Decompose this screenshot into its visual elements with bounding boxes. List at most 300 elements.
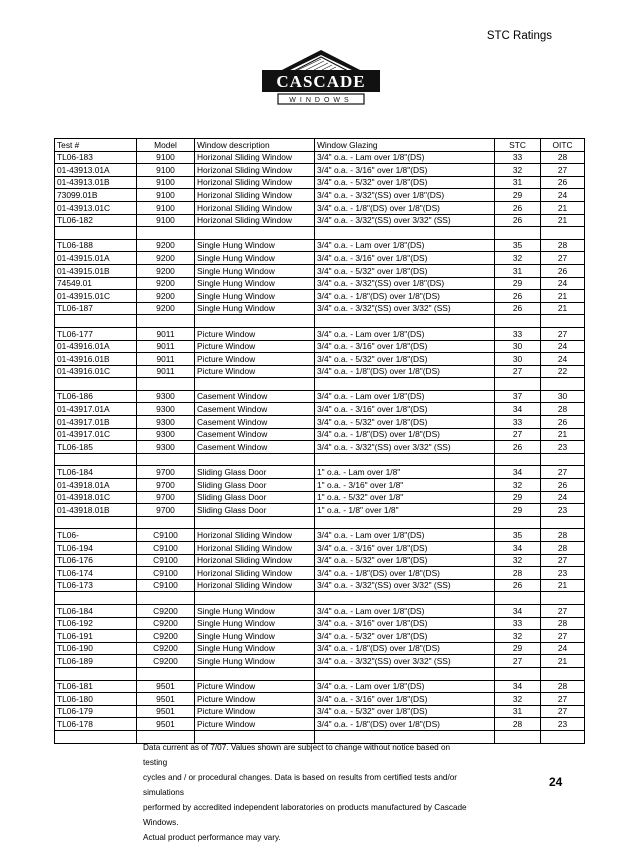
spacer-cell [137,453,195,466]
glazing-cell: 3/4" o.a. - Lam over 1/8"(DS) [315,604,495,617]
oitc-cell: 28 [541,529,585,542]
test-number-cell: 01-43918.01B [55,504,137,517]
model-cell: 9011 [137,340,195,353]
spacer-cell [137,516,195,529]
logo-brand-text: CASCADE [276,72,366,91]
description-cell: Horizonal Sliding Window [195,554,315,567]
test-number-cell: 74549.01 [55,277,137,290]
stc-cell: 32 [495,252,541,265]
oitc-cell: 28 [541,151,585,164]
description-cell: Picture Window [195,353,315,366]
oitc-cell: 27 [541,164,585,177]
test-number-cell: TL06-179 [55,705,137,718]
oitc-cell: 27 [541,630,585,643]
stc-cell: 26 [495,201,541,214]
glazing-cell: 3/4" o.a. - 1/8"(DS) over 1/8"(DS) [315,365,495,378]
test-number-cell: 01-43916.01A [55,340,137,353]
description-cell: Picture Window [195,340,315,353]
test-number-cell: TL06-189 [55,655,137,668]
description-cell: Single Hung Window [195,264,315,277]
description-cell: Single Hung Window [195,290,315,303]
table-row [55,441,585,454]
test-number-cell: 01-43917.01B [55,416,137,429]
glazing-cell: 3/4" o.a. - 3/32"(SS) over 3/32" (SS) [315,441,495,454]
glazing-cell: 3/4" o.a. - 3/32"(SS) over 3/32" (SS) [315,655,495,668]
test-number-cell: 01-43915.01B [55,264,137,277]
test-number-cell: 01-43916.01B [55,353,137,366]
column-header-stc: STC [495,139,541,152]
spacer-cell [137,592,195,605]
test-number-cell: TL06-184 [55,604,137,617]
description-cell: Picture Window [195,693,315,706]
stc-ratings-table [54,138,585,744]
description-cell: Picture Window [195,327,315,340]
oitc-cell: 21 [541,302,585,315]
model-cell: 9300 [137,441,195,454]
test-number-cell: 01-43917.01C [55,428,137,441]
test-number-cell: 01-43913.01A [55,164,137,177]
table-row [55,277,585,290]
table-row [55,504,585,517]
stc-cell: 30 [495,353,541,366]
spacer-cell [315,516,495,529]
description-cell: Single Hung Window [195,239,315,252]
glazing-cell: 3/4" o.a. - 3/32"(SS) over 1/8"(DS) [315,277,495,290]
model-cell: 9700 [137,479,195,492]
spacer-cell [137,227,195,240]
footer-disclaimer [143,740,473,845]
description-cell: Casement Window [195,390,315,403]
glazing-cell: 3/4" o.a. - 5/32" over 1/8"(DS) [315,416,495,429]
spacer-cell [137,378,195,391]
test-number-cell: TL06-178 [55,718,137,731]
table-row [55,176,585,189]
description-cell: Horizonal Sliding Window [195,529,315,542]
spacer-cell [55,667,137,680]
test-number-cell: TL06-173 [55,579,137,592]
description-cell: Casement Window [195,428,315,441]
glazing-cell: 3/4" o.a. - Lam over 1/8"(DS) [315,390,495,403]
oitc-cell: 28 [541,403,585,416]
table-row [55,604,585,617]
oitc-cell: 24 [541,277,585,290]
table-row [55,201,585,214]
group-spacer-row [55,516,585,529]
model-cell: C9100 [137,554,195,567]
spacer-cell [495,667,541,680]
test-number-cell: 73099.01B [55,189,137,202]
stc-cell: 26 [495,302,541,315]
glazing-cell: 3/4" o.a. - 3/32"(SS) over 3/32" (SS) [315,579,495,592]
model-cell: 9200 [137,277,195,290]
spacer-cell [315,227,495,240]
model-cell: 9501 [137,705,195,718]
page-header-title: STC Ratings [486,30,552,42]
model-cell: 9100 [137,189,195,202]
oitc-cell: 27 [541,327,585,340]
glazing-cell: 3/4" o.a. - 1/8"(DS) over 1/8"(DS) [315,567,495,580]
stc-cell: 32 [495,554,541,567]
stc-cell: 34 [495,680,541,693]
spacer-cell [541,315,585,328]
spacer-cell [137,315,195,328]
stc-cell: 33 [495,416,541,429]
glazing-cell: 3/4" o.a. - 1/8"(DS) over 1/8"(DS) [315,718,495,731]
description-cell: Horizonal Sliding Window [195,201,315,214]
table-row [55,290,585,303]
model-cell: C9100 [137,529,195,542]
oitc-cell: 30 [541,390,585,403]
description-cell: Single Hung Window [195,630,315,643]
glazing-cell: 3/4" o.a. - Lam over 1/8"(DS) [315,327,495,340]
spacer-cell [195,667,315,680]
spacer-cell [495,730,541,743]
table-row [55,428,585,441]
oitc-cell: 27 [541,693,585,706]
column-header-test: Test # [55,139,137,152]
table-row [55,214,585,227]
test-number-cell: TL06-177 [55,327,137,340]
table-row [55,554,585,567]
model-cell: 9200 [137,302,195,315]
stc-cell: 32 [495,164,541,177]
spacer-cell [541,730,585,743]
spacer-cell [315,315,495,328]
stc-cell: 34 [495,466,541,479]
spacer-cell [495,453,541,466]
oitc-cell: 24 [541,353,585,366]
model-cell: 9700 [137,466,195,479]
stc-cell: 31 [495,176,541,189]
glazing-cell: 3/4" o.a. - 5/32" over 1/8"(DS) [315,176,495,189]
glazing-cell: 3/4" o.a. - Lam over 1/8"(DS) [315,151,495,164]
table-row [55,466,585,479]
glazing-cell: 3/4" o.a. - 3/32"(SS) over 3/32" (SS) [315,214,495,227]
table-row [55,340,585,353]
stc-cell: 33 [495,327,541,340]
stc-cell: 32 [495,479,541,492]
model-cell: C9100 [137,567,195,580]
spacer-cell [195,378,315,391]
stc-cell: 37 [495,390,541,403]
model-cell: 9200 [137,290,195,303]
description-cell: Horizonal Sliding Window [195,214,315,227]
test-number-cell: TL06-190 [55,642,137,655]
oitc-cell: 28 [541,542,585,555]
oitc-cell: 27 [541,252,585,265]
table-row [55,264,585,277]
description-cell: Horizonal Sliding Window [195,579,315,592]
description-cell: Horizonal Sliding Window [195,176,315,189]
description-cell: Single Hung Window [195,617,315,630]
table-row [55,239,585,252]
test-number-cell: TL06-194 [55,542,137,555]
table-row [55,567,585,580]
description-cell: Horizonal Sliding Window [195,542,315,555]
oitc-cell: 27 [541,604,585,617]
oitc-cell: 28 [541,680,585,693]
spacer-cell [55,516,137,529]
oitc-cell: 21 [541,579,585,592]
glazing-cell: 3/4" o.a. - 1/8"(DS) over 1/8"(DS) [315,290,495,303]
group-spacer-row [55,227,585,240]
group-spacer-row [55,667,585,680]
spacer-cell [541,516,585,529]
table-row [55,680,585,693]
glazing-cell: 1" o.a. - 5/32" over 1/8" [315,491,495,504]
oitc-cell: 26 [541,264,585,277]
model-cell: C9100 [137,579,195,592]
column-header-oitc: OITC [541,139,585,152]
model-cell: 9501 [137,680,195,693]
table-row [55,718,585,731]
model-cell: C9200 [137,617,195,630]
model-cell: 9200 [137,239,195,252]
table-row [55,353,585,366]
test-number-cell: 01-43913.01C [55,201,137,214]
model-cell: C9200 [137,642,195,655]
stc-cell: 26 [495,441,541,454]
table-row [55,151,585,164]
cascade-windows-logo [258,48,384,112]
oitc-cell: 28 [541,617,585,630]
stc-cell: 35 [495,239,541,252]
test-number-cell: TL06-191 [55,630,137,643]
glazing-cell: 3/4" o.a. - 1/8"(DS) over 1/8"(DS) [315,201,495,214]
glazing-cell: 3/4" o.a. - 3/32"(SS) over 3/32" (SS) [315,302,495,315]
oitc-cell: 24 [541,340,585,353]
stc-cell: 29 [495,491,541,504]
description-cell: Single Hung Window [195,642,315,655]
description-cell: Single Hung Window [195,252,315,265]
table-row [55,302,585,315]
test-number-cell: 01-43916.01C [55,365,137,378]
glazing-cell: 3/4" o.a. - 5/32" over 1/8"(DS) [315,353,495,366]
stc-cell: 32 [495,693,541,706]
table-body [55,151,585,743]
description-cell: Horizonal Sliding Window [195,567,315,580]
oitc-cell: 27 [541,705,585,718]
glazing-cell: 3/4" o.a. - 3/16" over 1/8"(DS) [315,252,495,265]
model-cell: 9700 [137,491,195,504]
oitc-cell: 22 [541,365,585,378]
oitc-cell: 23 [541,718,585,731]
model-cell: 9011 [137,365,195,378]
test-number-cell: TL06-180 [55,693,137,706]
logo-graphic [258,48,384,112]
stc-cell: 29 [495,642,541,655]
description-cell: Sliding Glass Door [195,479,315,492]
stc-cell: 27 [495,365,541,378]
table-row [55,642,585,655]
model-cell: 9011 [137,353,195,366]
spacer-cell [55,378,137,391]
stc-cell: 34 [495,403,541,416]
spacer-cell [495,227,541,240]
glazing-cell: 3/4" o.a. - Lam over 1/8"(DS) [315,529,495,542]
footer-line: Data current as of 7/07. Values shown are subject to change without notice based on testing [143,743,451,767]
glazing-cell: 1" o.a. - 3/16" over 1/8" [315,479,495,492]
table-row [55,630,585,643]
model-cell: 9300 [137,390,195,403]
oitc-cell: 24 [541,642,585,655]
spacer-cell [495,592,541,605]
description-cell: Sliding Glass Door [195,504,315,517]
group-spacer-row [55,378,585,391]
spacer-cell [195,592,315,605]
table-row [55,479,585,492]
table-row [55,529,585,542]
oitc-cell: 28 [541,239,585,252]
test-number-cell: 01-43918.01A [55,479,137,492]
test-number-cell: TL06-186 [55,390,137,403]
spacer-cell [541,227,585,240]
description-cell: Picture Window [195,680,315,693]
stc-cell: 28 [495,567,541,580]
spacer-cell [541,592,585,605]
model-cell: 9300 [137,416,195,429]
stc-cell: 35 [495,529,541,542]
model-cell: 9100 [137,164,195,177]
oitc-cell: 27 [541,554,585,567]
model-cell: 9300 [137,403,195,416]
table-row [55,189,585,202]
spacer-cell [495,516,541,529]
column-header-glazing: Window Glazing [315,139,495,152]
column-header-description: Window description [195,139,315,152]
table-row [55,693,585,706]
model-cell: 9100 [137,176,195,189]
test-number-cell: 01-43913.01B [55,176,137,189]
model-cell: C9200 [137,630,195,643]
test-number-cell: TL06-182 [55,214,137,227]
model-cell: C9200 [137,604,195,617]
description-cell: Sliding Glass Door [195,466,315,479]
column-header-model: Model [137,139,195,152]
group-spacer-row [55,315,585,328]
description-cell: Casement Window [195,416,315,429]
glazing-cell: 1" o.a. - 1/8" over 1/8" [315,504,495,517]
glazing-cell: 3/4" o.a. - 5/32" over 1/8"(DS) [315,630,495,643]
glazing-cell: 3/4" o.a. - 5/32" over 1/8"(DS) [315,264,495,277]
oitc-cell: 21 [541,655,585,668]
spacer-cell [55,730,137,743]
description-cell: Single Hung Window [195,277,315,290]
description-cell: Horizonal Sliding Window [195,164,315,177]
model-cell: 9200 [137,252,195,265]
spacer-cell [315,667,495,680]
model-cell: 9501 [137,718,195,731]
spacer-cell [195,516,315,529]
spacer-cell [315,592,495,605]
spacer-cell [541,378,585,391]
spacer-cell [495,378,541,391]
oitc-cell: 24 [541,491,585,504]
table-row [55,164,585,177]
table-row [55,252,585,265]
test-number-cell: 01-43915.01C [55,290,137,303]
glazing-cell: 3/4" o.a. - 5/32" over 1/8"(DS) [315,705,495,718]
stc-cell: 26 [495,579,541,592]
spacer-cell [55,315,137,328]
oitc-cell: 21 [541,428,585,441]
description-cell: Horizonal Sliding Window [195,189,315,202]
table-row [55,705,585,718]
description-cell: Single Hung Window [195,604,315,617]
test-number-cell: TL06-184 [55,466,137,479]
glazing-cell: 3/4" o.a. - 5/32" over 1/8"(DS) [315,554,495,567]
stc-cell: 33 [495,151,541,164]
glazing-cell: 3/4" o.a. - 3/16" over 1/8"(DS) [315,542,495,555]
stc-cell: 27 [495,655,541,668]
footer-line: performed by accredited independent laboratories on products manufactured by Cascade Windows. [143,803,467,827]
glazing-cell: 3/4" o.a. - 3/16" over 1/8"(DS) [315,617,495,630]
glazing-cell: 3/4" o.a. - 1/8"(DS) over 1/8"(DS) [315,642,495,655]
stc-cell: 34 [495,604,541,617]
oitc-cell: 26 [541,176,585,189]
description-cell: Picture Window [195,365,315,378]
spacer-cell [55,227,137,240]
test-number-cell: TL06-185 [55,441,137,454]
glazing-cell: 3/4" o.a. - 3/16" over 1/8"(DS) [315,340,495,353]
footer-line: Actual product performance may vary. [143,833,281,842]
stc-cell: 29 [495,277,541,290]
model-cell: 9100 [137,151,195,164]
stc-cell: 28 [495,718,541,731]
test-number-cell: TL06-181 [55,680,137,693]
spacer-cell [137,667,195,680]
description-cell: Casement Window [195,441,315,454]
stc-cell: 26 [495,214,541,227]
test-number-cell: 01-43915.01A [55,252,137,265]
stc-cell: 33 [495,617,541,630]
description-cell: Picture Window [195,705,315,718]
model-cell: 9100 [137,214,195,227]
stc-cell: 26 [495,290,541,303]
model-cell: 9200 [137,264,195,277]
description-cell: Sliding Glass Door [195,491,315,504]
spacer-cell [315,378,495,391]
table-row [55,655,585,668]
glazing-cell: 3/4" o.a. - 3/16" over 1/8"(DS) [315,164,495,177]
table-row [55,491,585,504]
table-row [55,542,585,555]
oitc-cell: 21 [541,214,585,227]
spacer-cell [55,592,137,605]
glazing-cell: 3/4" o.a. - 3/16" over 1/8"(DS) [315,693,495,706]
description-cell: Horizonal Sliding Window [195,151,315,164]
spacer-cell [195,315,315,328]
oitc-cell: 26 [541,416,585,429]
oitc-cell: 24 [541,189,585,202]
table-header-row [55,139,585,152]
test-number-cell: TL06-183 [55,151,137,164]
model-cell: 9300 [137,428,195,441]
stc-cell: 29 [495,189,541,202]
description-cell: Single Hung Window [195,302,315,315]
spacer-cell [55,453,137,466]
table-row [55,579,585,592]
logo-sub-text: WINDOWS [289,97,353,104]
oitc-cell: 21 [541,201,585,214]
test-number-cell: TL06- [55,529,137,542]
table-row [55,416,585,429]
test-number-cell: TL06-187 [55,302,137,315]
page-number: 24 [549,775,563,789]
spacer-cell [195,453,315,466]
oitc-cell: 23 [541,567,585,580]
glazing-cell: 3/4" o.a. - Lam over 1/8"(DS) [315,239,495,252]
